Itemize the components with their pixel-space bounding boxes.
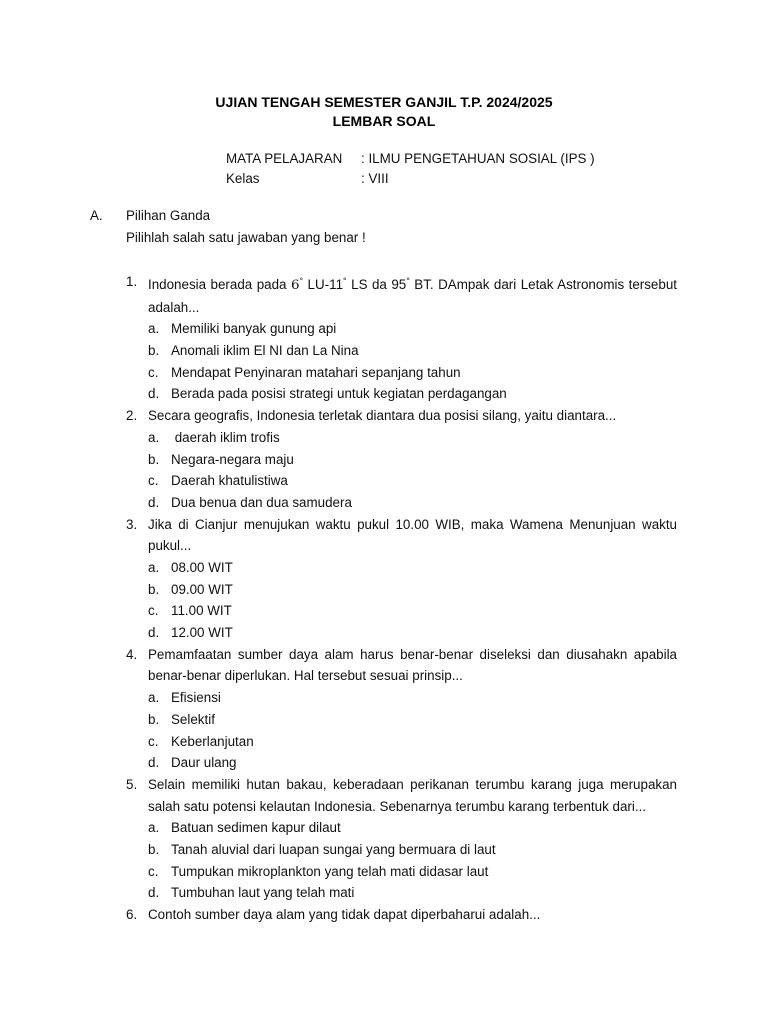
question-item [126,774,677,904]
option-text: Efisiensi [171,690,221,706]
answer-option [148,882,677,904]
subject-label: MATA PELAJARAN [226,151,343,166]
question-text: Indonesia berada pada 6° LU-11° LS da 95° BT. DAmpak dari Letak Astronomis tersebut adalah... [148,276,677,315]
question-number: 4. [126,646,138,662]
question-text: Jika di Cianjur menujukan waktu pukul 10.00 WIB, maka Wamena Menunjuan waktu pukul... [148,516,677,554]
section-title: Pilihan Ganda [126,208,211,223]
section-heading [90,208,210,223]
option-letter: a. [148,820,160,836]
option-text: Memiliki banyak gunung api [171,321,337,337]
option-letter: d. [148,885,160,901]
option-text: Berada pada posisi strategi untuk kegiatan perdagangan [171,386,507,402]
option-letter: d. [148,386,160,402]
option-letter: d. [148,755,160,771]
option-letter: c. [148,603,159,619]
option-letter: a. [148,560,160,576]
answer-option [148,362,677,384]
answer-option [148,839,677,861]
answer-option [148,318,677,340]
option-letter: b. [148,581,160,597]
answer-option [148,752,677,774]
answer-option [148,427,677,449]
option-text: Tumpukan mikroplankton yang telah mati didasar laut [171,863,489,879]
answer-option [148,687,677,709]
question-number: 6. [126,907,138,923]
option-letter: a. [148,429,160,445]
answer-option [148,340,677,362]
option-text: Anomali iklim El NI dan La Nina [171,343,359,359]
option-text: Daerah khatulistiwa [171,473,288,489]
option-letter: a. [148,321,160,337]
question-text: Selain memiliki hutan bakau, keberadaan perikanan terumbu karang juga merupakan salah satu potensi kelautan Indonesia. Sebenarnya terumbu karang terbentuk dari... [148,776,677,814]
answer-option [148,600,677,622]
answer-option [148,861,677,883]
option-text: 09.00 WIT [171,581,233,597]
exam-title: UJIAN TENGAH SEMESTER GANJIL T.P. 2024/2025 [215,94,553,110]
option-text: Mendapat Penyinaran matahari sepanjang tahun [171,364,461,380]
class-row [226,171,389,186]
subject-value: : ILMU PENGETAHUAN SOSIAL (IPS ) [361,151,595,166]
class-value: : VIII [361,171,389,186]
option-text: Daur ulang [171,755,237,771]
section-letter: A. [90,208,103,223]
option-text: Tanah aluvial dari luapan sungai yang bermuara di laut [171,842,496,858]
answer-option [148,383,677,405]
option-letter: b. [148,451,160,467]
option-letter: b. [148,711,160,727]
answer-option [148,557,677,579]
question-number: 5. [126,776,138,792]
option-letter: d. [148,625,160,641]
option-letter: c. [148,733,159,749]
option-text: Batuan sedimen kapur dilaut [171,820,341,836]
answer-option [148,449,677,471]
answer-option [148,579,677,601]
option-text: Tumbuhan laut yang telah mati [171,885,355,901]
option-text: 08.00 WIT [171,560,233,576]
option-letter: b. [148,343,160,359]
option-letter: d. [148,494,160,510]
question-text: Pemamfaatan sumber daya alam harus benar-benar diseleksi dan diusahakn apabila benar-benar diperlukan. Hal tersebut sesuai prinsip... [148,646,677,684]
question-number: 1. [126,274,138,289]
question-number: 3. [126,516,138,532]
option-letter: c. [148,473,159,489]
question-item [126,405,677,513]
question-list [126,271,677,926]
answer-option [148,817,677,839]
class-label: Kelas [226,171,260,186]
section-instruction: Pilihlah salah satu jawaban yang benar ! [126,230,366,245]
question-text: Contoh sumber daya alam yang tidak dapat diperbaharui adalah... [148,907,541,923]
option-letter: b. [148,842,160,858]
subject-row [226,151,595,166]
question-item [126,514,677,644]
answer-option [148,709,677,731]
exam-subtitle: LEMBAR SOAL [332,113,436,129]
question-item [126,644,677,774]
option-text: daerah iklim trofis [171,429,280,445]
answer-option [148,492,677,514]
option-text: Negara-negara maju [171,451,294,467]
answer-option [148,470,677,492]
option-text: Dua benua dan dua samudera [171,494,352,510]
option-text: 11.00 WIT [171,603,232,619]
question-item [126,904,677,926]
option-text: Selektif [171,711,215,727]
option-letter: a. [148,690,160,706]
option-text: 12.00 WIT [171,625,233,641]
option-text: Keberlanjutan [171,733,254,749]
question-item [126,271,677,405]
option-letter: c. [148,863,159,879]
question-text: Secara geografis, Indonesia terletak diantara dua posisi silang, yaitu diantara... [148,408,617,424]
answer-option [148,731,677,753]
option-letter: c. [148,364,159,380]
question-number: 2. [126,408,138,424]
answer-option [148,622,677,644]
